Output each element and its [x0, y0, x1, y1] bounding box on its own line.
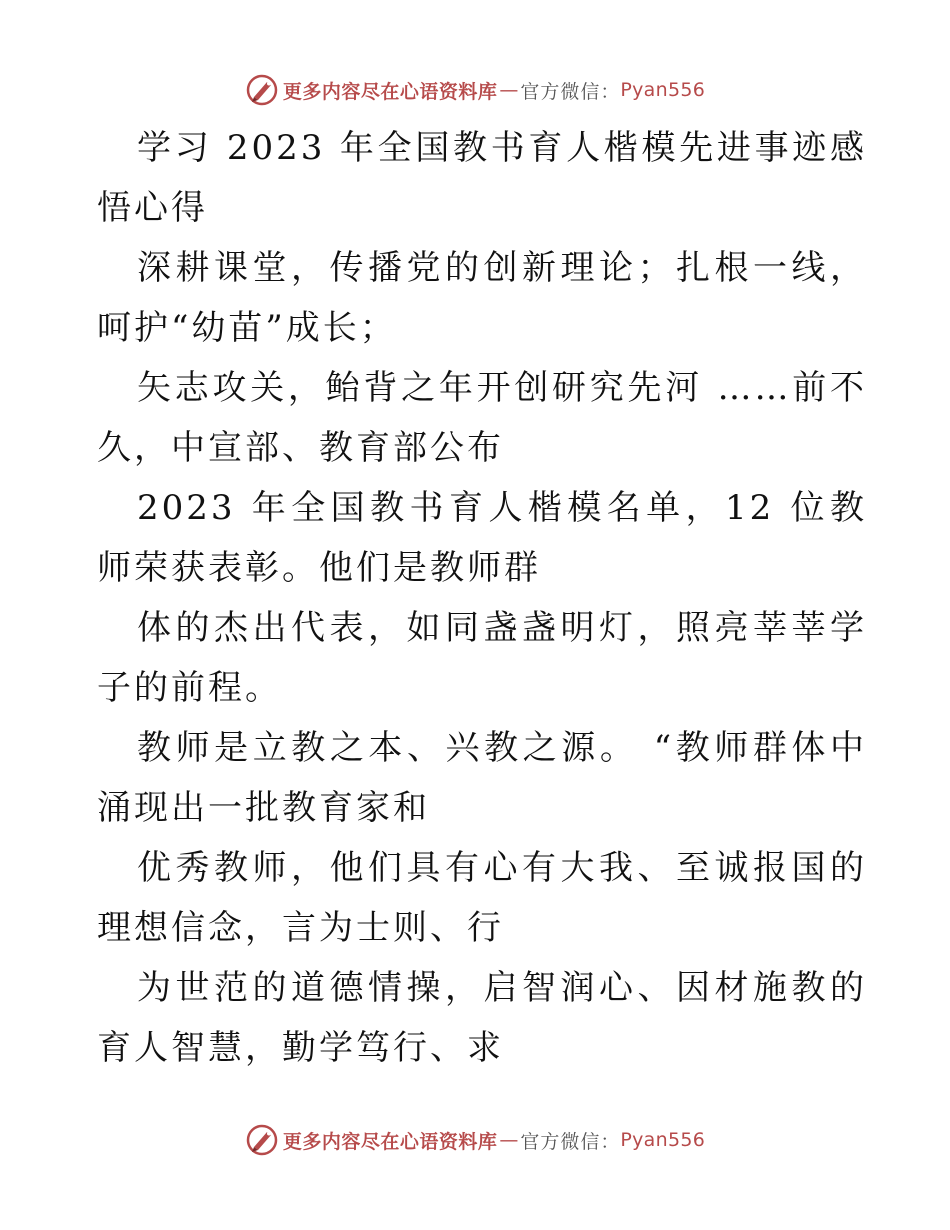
paragraph: 为世范的道德情操，启智润心、因材施教的育人智慧，勤学笃行、求	[97, 968, 867, 1068]
pen-logo-icon	[245, 1123, 279, 1157]
watermark-dash: —	[499, 1129, 519, 1151]
watermark-label: 官方微信：	[520, 80, 621, 103]
watermark-dash: —	[499, 79, 519, 101]
watermark-id: Pyan556	[620, 79, 706, 101]
paragraph: 教师是立教之本、兴教之源。 “教师群体中涌现出一批教育家和	[97, 728, 867, 828]
paragraph: 优秀教师，他们具有心有大我、至诚报国的理想信念，言为士则、行	[97, 848, 867, 948]
watermark-text: 更多内容尽在心语资料库	[282, 80, 498, 103]
footer-watermark	[0, 1120, 950, 1160]
pen-logo-icon	[245, 73, 279, 107]
paragraph: 深耕课堂，传播党的创新理论；扎根一线，呵护“幼苗”成长；	[97, 248, 867, 348]
paragraph-title: 学习 2023 年全国教书育人楷模先进事迹感悟心得	[97, 128, 867, 228]
header-watermark	[0, 70, 950, 110]
watermark-label: 官方微信：	[520, 1130, 621, 1153]
watermark-text: 更多内容尽在心语资料库	[282, 1130, 498, 1153]
paragraph: 2023 年全国教书育人楷模名单，12 位教师荣获表彰。他们是教师群	[97, 488, 867, 588]
document-body	[97, 118, 867, 1078]
paragraph: 矢志攻关，鲐背之年开创研究先河 ……前不久，中宣部、教育部公布	[97, 368, 867, 468]
paragraph: 体的杰出代表，如同盏盏明灯，照亮莘莘学子的前程。	[97, 608, 867, 708]
watermark-id: Pyan556	[620, 1129, 706, 1151]
